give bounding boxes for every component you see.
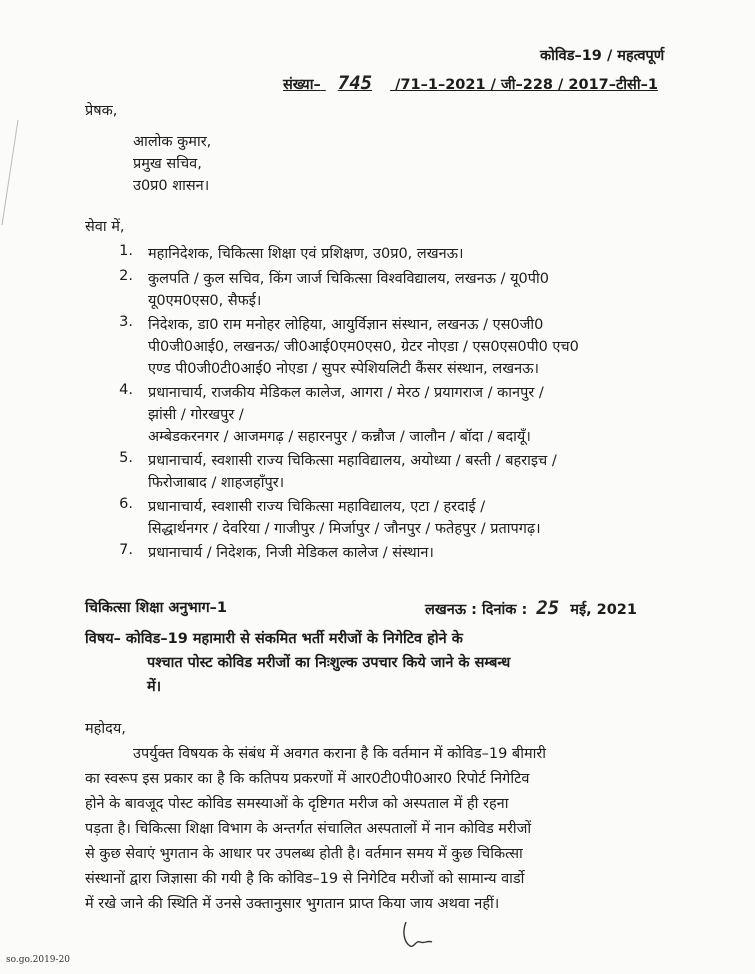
recipient-number: 4.: [119, 382, 133, 398]
recipient-number: 1.: [119, 243, 133, 259]
sender-designation: प्रमुख सचिव,: [133, 156, 202, 172]
place-date: [425, 597, 637, 619]
body-line: का स्वरूप इस प्रकार का है कि कतिपय प्रकरणों में आर0टी0पी0आर0 रिपोर्ट निगेटिव: [85, 771, 530, 787]
recipient-line: प्रधानाचार्य, स्वशासी राज्य चिकित्सा महाविद्यालय, अयोध्या / बस्ती / बहराइच /: [148, 453, 557, 469]
body-line: संस्थानों द्वारा जिज्ञासा की गयी है कि कोविड–19 से निगेटिव मरीजों को सामान्य वार्डो: [85, 871, 525, 887]
body-line: में रखे जाने की स्थिति में उनसे उक्तानुसार भुगतान प्राप्त किया जाय अथवा नहीं।: [85, 896, 500, 912]
recipient-line: सिद्धार्थनगर / देवरिया / गाजीपुर / मिर्जापुर / जौनपुर / फतेहपुर / प्रतापगढ़।: [148, 521, 541, 537]
footer-code: so.go.2019-20: [6, 955, 71, 965]
sender-office: उ0प्र0 शासन।: [133, 178, 210, 194]
number-label: संख्या–: [283, 77, 321, 93]
recipient-number: 3.: [119, 314, 133, 330]
recipient-number: 7.: [119, 542, 133, 558]
subject-line: पश्चात पोस्ट कोविड मरीजों का निःशुल्क उपचार किये जाने के सम्बन्ध: [147, 655, 511, 671]
body-line: उपर्युक्त विषयक के संबंध में अवगत कराना है कि वर्तमान में कोविड–19 बीमारी: [133, 746, 547, 762]
place-date-label: लखनऊ : दिनांक :: [425, 602, 528, 618]
body-line: होने के बावजूद पोस्ट कोविड समस्याओं के दृष्टिगत मरीज को अस्पताल में ही रहना: [85, 796, 509, 812]
recipient-line: निदेशक, डा0 राम मनोहर लोहिया, आयुर्विज्ञान संस्थान, लखनऊ / एस0जी0: [148, 317, 544, 333]
body-line: पड़ता है। चिकित्सा शिक्षा विभाग के अन्तर्गत संचालित अस्पतालों में नान कोविड मरीजों: [85, 821, 532, 837]
recipient-line: अम्बेडकरनगर / आजमगढ़ / सहारनपुर / कन्नौज / जालौन / बॉदा / बदायूँ।: [148, 429, 531, 445]
sender-name: आलोक कुमार,: [133, 134, 212, 150]
number-reference: /71–1–2021 / जी–228 / 2017–टीसी–1: [395, 77, 658, 93]
recipient-number: 6.: [119, 496, 133, 512]
section-name: चिकित्सा शिक्षा अनुभाग–1: [85, 600, 227, 616]
date-rest: मई, 2021: [570, 602, 637, 618]
subject-line: में।: [147, 679, 162, 695]
sender-label: प्रेषक,: [85, 103, 118, 119]
recipient-line: प्रधानाचार्य, राजकीय मेडिकल कालेज, आगरा / मेरठ / प्रयागराज / कानपुर /: [148, 385, 544, 401]
recipient-line: फिरोजाबाद / शाहजहाँपुर।: [148, 475, 285, 491]
recipient-line: प्रधानाचार्य / निदेशक, निजी मेडिकल कालेज / संस्थान।: [148, 545, 434, 561]
subject-line: विषय– कोविड–19 महामारी से संकमित भर्ती मरीजों के निगेटिव होने के: [85, 631, 463, 647]
handwritten-number: 745: [337, 72, 373, 94]
recipient-line: महानिदेशक, चिकित्सा शिक्षा एवं प्रशिक्षण, उ0प्र0, लखनऊ।: [148, 246, 464, 262]
recipient-line: पी0जी0आई0, लखनऊ/ जी0आई0एम0एस0, ग्रेटर नोएडा / एस0एस0पी0 एच0: [148, 339, 579, 355]
handwritten-initials: [398, 918, 438, 954]
recipient-number: 5.: [119, 450, 133, 466]
recipient-line: कुलपति / कुल सचिव, किंग जार्ज चिकित्सा विश्वविद्यालय, लखनऊ / यू0पी0: [148, 271, 549, 287]
recipient-line: यू0एम0एस0, सैफई।: [148, 293, 262, 309]
page-crease-line: [0, 120, 20, 230]
handwritten-date: 25: [536, 597, 560, 619]
body-line: से कुछ सेवाएं भुगतान के आधार पर उपलब्ध होती है। वर्तमान समय में कुछ चिकित्सा: [85, 846, 523, 862]
salutation: महोदय,: [85, 721, 126, 737]
recipients-label: सेवा में,: [85, 219, 125, 235]
recipient-line: एण्ड पी0जी0टी0आई0 नोएडा / सुपर स्पेशियलिटी कैंसर संस्थान, लखनऊ।: [148, 361, 540, 377]
reference-number: [283, 72, 658, 94]
recipient-line: प्रधानाचार्य, स्वशासी राज्य चिकित्सा महाविद्यालय, एटा / हरदाई /: [148, 499, 486, 515]
recipient-line: झांसी / गोरखपुर /: [148, 407, 244, 423]
recipient-number: 2.: [119, 268, 133, 284]
category-label: कोविड–19 / महत्वपूर्ण: [540, 48, 665, 64]
